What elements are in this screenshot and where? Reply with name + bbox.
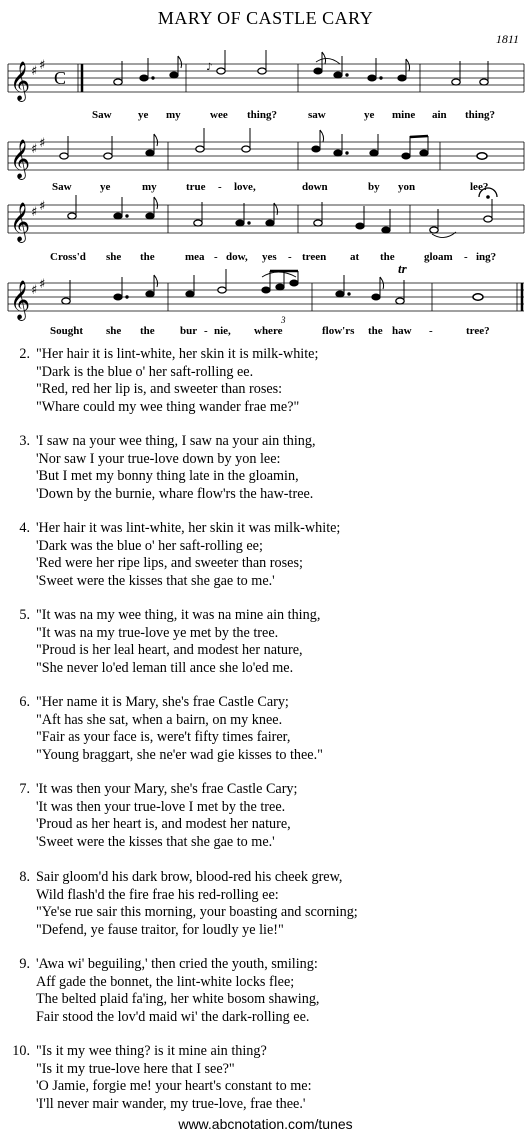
svg-text:♯: ♯ [39,58,46,73]
svg-text:♯: ♯ [31,205,38,220]
verse-line: "Proud is her leal heart, and modest her nature, [36,642,303,658]
verse-line: "Is it my wee thing? is it mine ain thing? [36,1043,267,1059]
verse-line: 'Sweet were the kisses that she gae to me.' [36,572,275,589]
verse-line: "Her name it is Mary, she's frae Castle Cary; [36,694,289,710]
verse-line: "It was na my true-love ye met by the tree. [36,624,279,641]
svg-text:♯: ♯ [39,277,46,292]
treble-clef: 𝄞 [10,61,31,101]
lyric-syllable: love, [234,181,256,193]
verse-line: Wild flash'd the fire frae his red-rolling ee: [36,886,279,903]
verse-line: Sair gloom'd his dark brow, blood-red his cheek grew, [36,869,343,885]
lyric-syllable: bur [180,325,198,337]
lyric-syllable: down [302,181,328,193]
svg-text:𝄞: 𝄞 [10,202,31,242]
verse-line: 'Sweet were the kisses that she gae to me.' [36,833,275,850]
lyric-syllable: yon [398,181,416,193]
verse-block [19,607,321,677]
lyric-syllable: tree? [466,325,490,337]
verse-line: "Dark is the blue o' her saft-rolling ee. [36,363,254,380]
verse-line: "Defend, ye fause traitor, for loudly ye lie!" [36,921,284,938]
staff-system-1 [0,58,531,128]
svg-text:♯: ♯ [31,283,38,298]
lyric-syllable: gloam [424,251,453,263]
lyric-syllable: - [464,251,468,263]
lyric-syllable: - [218,181,222,193]
verse-line: 'Nor saw I your true-love down by yon lee: [36,450,281,467]
lyric-syllable: ain [432,109,447,121]
verse-block [19,694,323,764]
verse-block [19,956,320,1026]
lyric-syllable: nie, [214,325,231,337]
verse-line: "Red, red her lip is, and sweeter than roses: [36,381,283,397]
verse-line: 'Her hair it was lint-white, her skin it was milk-white; [36,520,341,536]
verse-line: "She never lo'ed leman till ance she lo'ed me. [36,659,294,676]
lyric-syllable: ye [100,181,111,193]
verse-line: 'It was then your Mary, she's frae Castle Cary; [36,781,298,797]
lyric-syllable: - [429,325,433,337]
staff-system-3 [0,199,531,269]
lyric-syllable: my [142,181,157,193]
svg-text:♯: ♯ [39,199,46,214]
verse-number: 9. [19,956,30,972]
lyric-syllable: - [214,251,218,263]
verse-line: 'It was then your true-love I met by the tree. [36,798,286,815]
verse-number: 2. [19,346,30,362]
lyric-syllable: flow'rs [322,325,355,337]
lyric-syllable: - [288,251,292,263]
lyric-syllable: ing? [476,251,497,263]
lyric-syllable: saw [308,109,326,121]
staff-system-2 [0,136,531,200]
verse-number: 3. [19,433,30,449]
lyric-syllable: thing? [465,109,495,121]
lyric-syllable: by [368,181,380,193]
svg-text:𝄞: 𝄞 [10,139,31,179]
lyric-syllable: the [140,325,155,337]
verse-line: "Young braggart, she ne'er wad gie kisses to thee." [36,746,323,763]
lyric-syllable: she [106,251,122,263]
verse-number: 10. [12,1043,30,1059]
lyric-syllable: yes [262,251,277,263]
lyric-syllable: Saw [52,181,72,193]
verse-block [19,520,341,590]
lyric-syllable: Sought [50,325,84,337]
verse-number: 5. [19,607,30,623]
lyric-syllable: Saw [92,109,112,121]
lyric-syllable: mea [185,251,205,263]
time-signature: C [54,68,67,88]
lyric-syllable: wee [210,109,228,121]
verse-line: 'Awa wi' beguiling,' then cried the youth, smiling: [36,956,318,972]
lyric-syllable: the [140,251,155,263]
staff-system-4 [0,261,531,341]
verse-line: "Whare could my wee thing wander frae me?" [36,398,300,415]
lyric-syllable: treen [302,251,327,263]
lyric-syllable: the [380,251,395,263]
key-signature: ♯ [31,64,38,79]
composition-year: 1811 [495,32,519,46]
verse-line: 'O Jamie, forgie me! your heart's constant to me: [36,1078,312,1094]
verse-line: "Is it my true-love here that I see?" [36,1060,235,1077]
verse-line: The belted plaid fa'ing, her white bosom shawing, [36,991,320,1007]
lyric-syllable: she [106,325,122,337]
verse-number: 8. [19,869,30,885]
lyric-syllable: mine [392,109,416,121]
lyric-syllable: the [368,325,383,337]
lyric-syllable: ye [138,109,149,121]
lyric-syllable: dow, [226,251,248,263]
lyric-syllable: at [350,251,360,263]
lyric-syllable: lee? [470,181,489,193]
verse-number: 4. [19,520,30,536]
verse-number: 6. [19,694,30,710]
lyric-syllable: true [186,181,206,193]
verse-line: 'Down by the burnie, whare flow'rs the haw-tree. [36,485,314,502]
svg-text:𝄞: 𝄞 [10,280,31,320]
verse-block [19,346,319,416]
triplet-mark: 3 [281,315,286,325]
verse-block [19,781,298,851]
lyric-syllable: Cross'd [50,251,86,263]
verse-line: "Aft has she sat, when a bairn, on my knee. [36,711,283,728]
lyric-syllable: where [254,325,283,337]
verse-line: 'Proud as her heart is, and modest her nature, [36,816,291,832]
verse-block [19,869,358,939]
lyric-syllable: ye [364,109,375,121]
lyric-syllable: thing? [247,109,277,121]
verse-block [19,433,316,503]
svg-text:♯: ♯ [31,142,38,157]
verse-line: 'But I met my bonny thing late in the gloamin, [36,468,299,484]
lyric-syllable: my [166,109,181,121]
verse-line: "Her hair it is lint-white, her skin it is milk-white; [36,346,319,362]
verse-line: Aff gade the bonnet, the lint-white locks flee; [36,973,295,990]
lyric-syllable: - [204,325,208,337]
verse-line: 'I saw na your wee thing, I saw na your ain thing, [36,433,316,449]
verse-block [12,1043,312,1113]
trill-mark: tr [398,261,407,276]
verse-line: "It was na my wee thing, it was na mine ain thing, [36,607,321,623]
lyric-syllable: haw [392,325,412,337]
verse-line: Fair stood the lov'd maid wi' the dark-rolling ee. [36,1008,310,1025]
verse-line: 'I'll never mair wander, my true-love, frae thee.' [36,1095,306,1112]
verse-line: 'Red were her ripe lips, and sweeter than roses; [36,555,303,571]
verse-line: "Fair as your face is, were't fifty times fairer, [36,729,291,745]
verse-line: 'Dark was the blue o' her saft-rolling ee; [36,537,263,554]
footer-url: www.abcnotation.com/tunes [178,1116,353,1132]
svg-text:♪: ♪ [206,62,213,73]
svg-text:♯: ♯ [39,136,46,151]
page-title: MARY OF CASTLE CARY [157,8,374,28]
verse-number: 7. [19,781,30,797]
verse-line: "Ye'se rue sair this morning, your boasting and scorning; [36,904,358,920]
